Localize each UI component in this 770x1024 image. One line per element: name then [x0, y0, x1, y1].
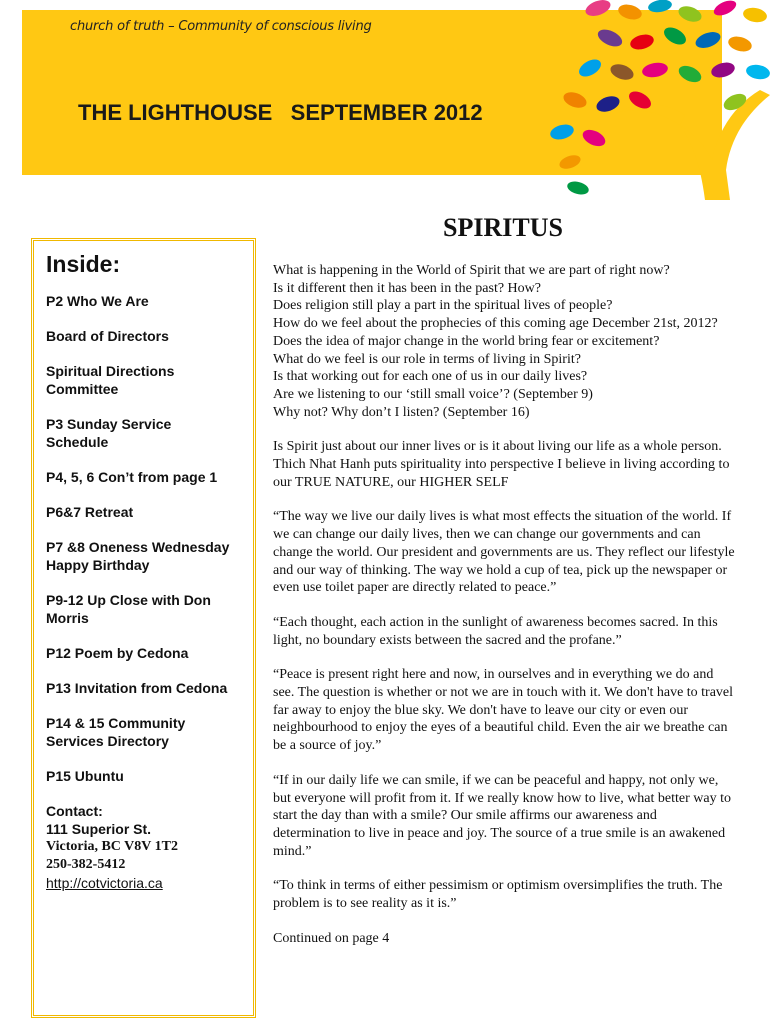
toc-item: Board of Directors — [46, 328, 169, 344]
question-line: How do we feel about the prophecies of this coming age December 21st, 2012? — [273, 316, 718, 332]
contact-block — [46, 802, 253, 892]
question-list — [273, 262, 735, 421]
toc-item: P14 & 15 Community Services Directory — [46, 715, 186, 749]
question-line: Does religion still play a part in the spiritual lives of people? — [273, 298, 613, 314]
article-quote: “To think in terms of either pessimism or optimism oversimplifies the truth. The problem is to see reality as it is.” — [273, 878, 723, 912]
newsletter-title: THE LIGHTHOUSE SEPTEMBER 2012 — [78, 100, 483, 125]
article-quote: “The way we live our daily lives is what most effects the situation of the world. If we can change our daily lives, then we can change our governments and can change the world. Our president and governments are us. They reflect our lifestyle and our way of thinking. The way we hold a cup of tea, pick up the newspaper or even use toilet paper are directly related to peace.” — [273, 509, 735, 596]
question-line: Is it different then it has been in the past? How? — [273, 280, 541, 296]
toc-item: P13 Invitation from Cedona — [46, 680, 228, 696]
article-quote: “Each thought, each action in the sunlight of awareness becomes sacred. In this light, no boundary exists between the sacred and the profane.” — [273, 614, 718, 648]
question-line: Does the idea of major change in the world bring fear or excitement? — [273, 333, 660, 349]
toc-item: P15 Ubuntu — [46, 768, 124, 784]
contact-phone: 250-382-5412 — [46, 857, 126, 872]
question-line: Why not? Why don’t I listen? (September 16) — [273, 404, 530, 420]
question-line: Is that working out for each one of us in our daily lives? — [273, 369, 588, 385]
tree-logo-icon — [530, 0, 770, 200]
article-body — [273, 262, 735, 965]
toc-item: P9-12 Up Close with Don Morris — [46, 592, 211, 626]
toc-item: Spiritual Directions Committee — [46, 363, 175, 397]
article-quote: “Peace is present right here and now, in ourselves and in everything we do and see. The question is whether or not we are in touch with it. We don't have to travel far away to enjoy the blue sky. We don't have to leave our city or even our neighbourhood to enjoy the eyes of a beautiful child. Even the air we breathe can be a source of joy.” — [273, 667, 734, 754]
article-quote: “If in our daily life we can smile, if we can be peaceful and happy, not only we, but everyone will profit from it. If we really know how to live, what better way to start the day than with a smile? Our smile affirms our awareness and determination to live in peace and joy. The source of a true smile is an awakened mind.” — [273, 772, 731, 859]
question-line: Are we listening to our ‘still small voice’? (September 9) — [273, 386, 593, 402]
toc-item: P4, 5, 6 Con’t from page 1 — [46, 469, 218, 485]
toc-item: P3 Sunday Service Schedule — [46, 416, 172, 450]
toc-item: P2 Who We Are — [46, 293, 149, 309]
question-line: What is happening in the World of Spirit that we are part of right now? — [273, 263, 670, 278]
contact-city: Victoria, BC V8V 1T2 — [46, 839, 178, 854]
contact-street: 111 Superior St. — [46, 821, 152, 837]
inside-sidebar — [31, 238, 256, 1018]
contact-label: Contact: — [46, 803, 103, 819]
continued-note: Continued on page 4 — [273, 930, 390, 946]
website-link[interactable]: http://cotvictoria.ca — [46, 875, 163, 891]
article-heading: SPIRITUS — [443, 213, 563, 242]
toc-item: P7 &8 Oneness Wednesday Happy Birthday — [46, 539, 230, 573]
article-paragraph: Is Spirit just about our inner lives or is it about living our life as a whole person. Thich Nhat Hanh puts spirituality into perspective I believe in living according to our TRUE NATURE, our HIGHER SELF — [273, 439, 730, 490]
toc-item: P6&7 Retreat — [46, 504, 134, 520]
toc-item: P12 Poem by Cedona — [46, 645, 189, 661]
inside-heading: Inside: — [46, 251, 121, 277]
church-tagline: church of truth – Community of conscious living — [70, 19, 372, 34]
question-line: What do we feel is our role in terms of living in Spirit? — [273, 351, 581, 367]
